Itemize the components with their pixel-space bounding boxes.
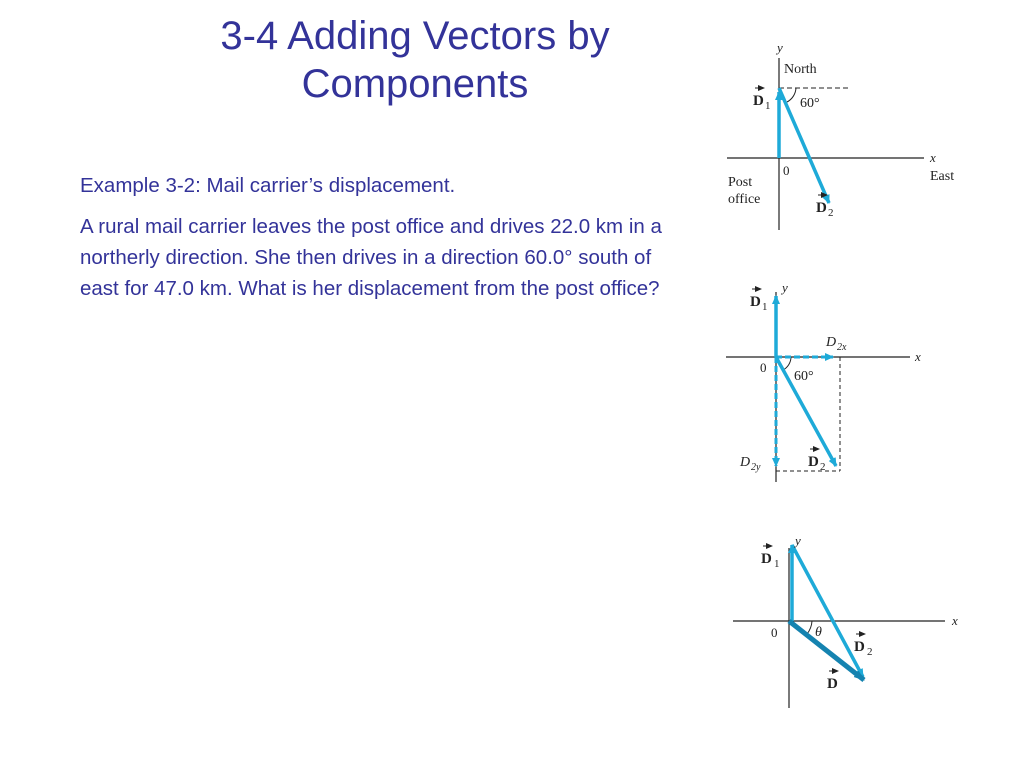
fig3-theta-label: θ — [815, 625, 822, 640]
fig1-d1-letter: D — [753, 93, 764, 109]
fig1-angle-label: 60° — [800, 96, 820, 111]
fig2-angle-label: 60° — [794, 369, 814, 384]
fig2-d2-label — [808, 449, 826, 473]
problem-text: A rural mail carrier leaves the post office and drives 22.0 km in a northerly direction. She then drives in a direction 60.0° south of east for 47.0 km. What is her displacement from the post office? — [80, 215, 662, 300]
fig3-d2-label — [854, 634, 873, 658]
fig3-d1-label — [761, 546, 780, 570]
fig2-origin-label: 0 — [760, 360, 767, 375]
fig2-x-label: x — [915, 349, 921, 364]
fig3-vector-d2 — [792, 545, 863, 677]
fig2-d2x-label — [825, 335, 847, 353]
fig3-d2-subscript: 2 — [867, 646, 873, 658]
fig1-office-label: office — [728, 192, 761, 207]
fig2-angle-arc — [783, 357, 791, 370]
slide-title-line1: 3-4 Adding Vectors by — [220, 14, 610, 58]
fig2-d2y-label — [739, 455, 761, 473]
figure-1 — [727, 40, 954, 230]
fig2-d2-subscript: 2 — [820, 461, 826, 473]
fig1-y-label: y — [777, 40, 783, 55]
fig2-d1-subscript: 1 — [762, 301, 768, 313]
fig1-d2-subscript: 2 — [828, 207, 834, 219]
fig1-angle-arc — [787, 88, 796, 102]
fig1-d1-label — [753, 88, 771, 112]
fig2-d1-label — [750, 289, 768, 313]
fig3-d1-letter: D — [761, 551, 772, 567]
fig3-d1-subscript: 1 — [774, 558, 780, 570]
fig2-d2y-subscript: 2y — [751, 462, 761, 473]
fig3-d-letter: D — [827, 676, 838, 692]
fig3-angle-arc — [807, 621, 812, 634]
figure-2 — [726, 280, 921, 482]
fig1-d2-letter: D — [816, 200, 827, 216]
fig2-d2x-subscript: 2x — [837, 342, 847, 353]
fig1-x-label: x — [930, 150, 936, 165]
fig2-d1-letter: D — [750, 294, 761, 310]
example-heading: Example 3-2: Mail carrier’s displacement. — [80, 174, 456, 197]
figure-3 — [733, 533, 958, 708]
fig2-y-label: y — [782, 280, 788, 295]
fig3-y-label: y — [795, 533, 801, 548]
fig1-post-label: Post — [728, 175, 753, 190]
fig3-vector-d — [789, 621, 864, 680]
fig1-east-label: East — [930, 169, 955, 184]
fig3-d-label — [827, 671, 838, 692]
fig3-d2-letter: D — [854, 639, 865, 655]
fig2-d2x-letter: D — [826, 335, 837, 350]
fig1-origin-label: 0 — [783, 163, 790, 178]
slide-title-line2: Components — [301, 62, 529, 106]
fig2-d2-letter: D — [808, 454, 819, 470]
fig1-d2-label — [816, 195, 834, 219]
fig3-x-label: x — [952, 613, 958, 628]
fig1-north-label: North — [784, 62, 817, 77]
fig2-d2y-letter: D — [740, 455, 751, 470]
fig1-d1-subscript: 1 — [765, 100, 771, 112]
fig3-origin-label: 0 — [771, 625, 778, 640]
